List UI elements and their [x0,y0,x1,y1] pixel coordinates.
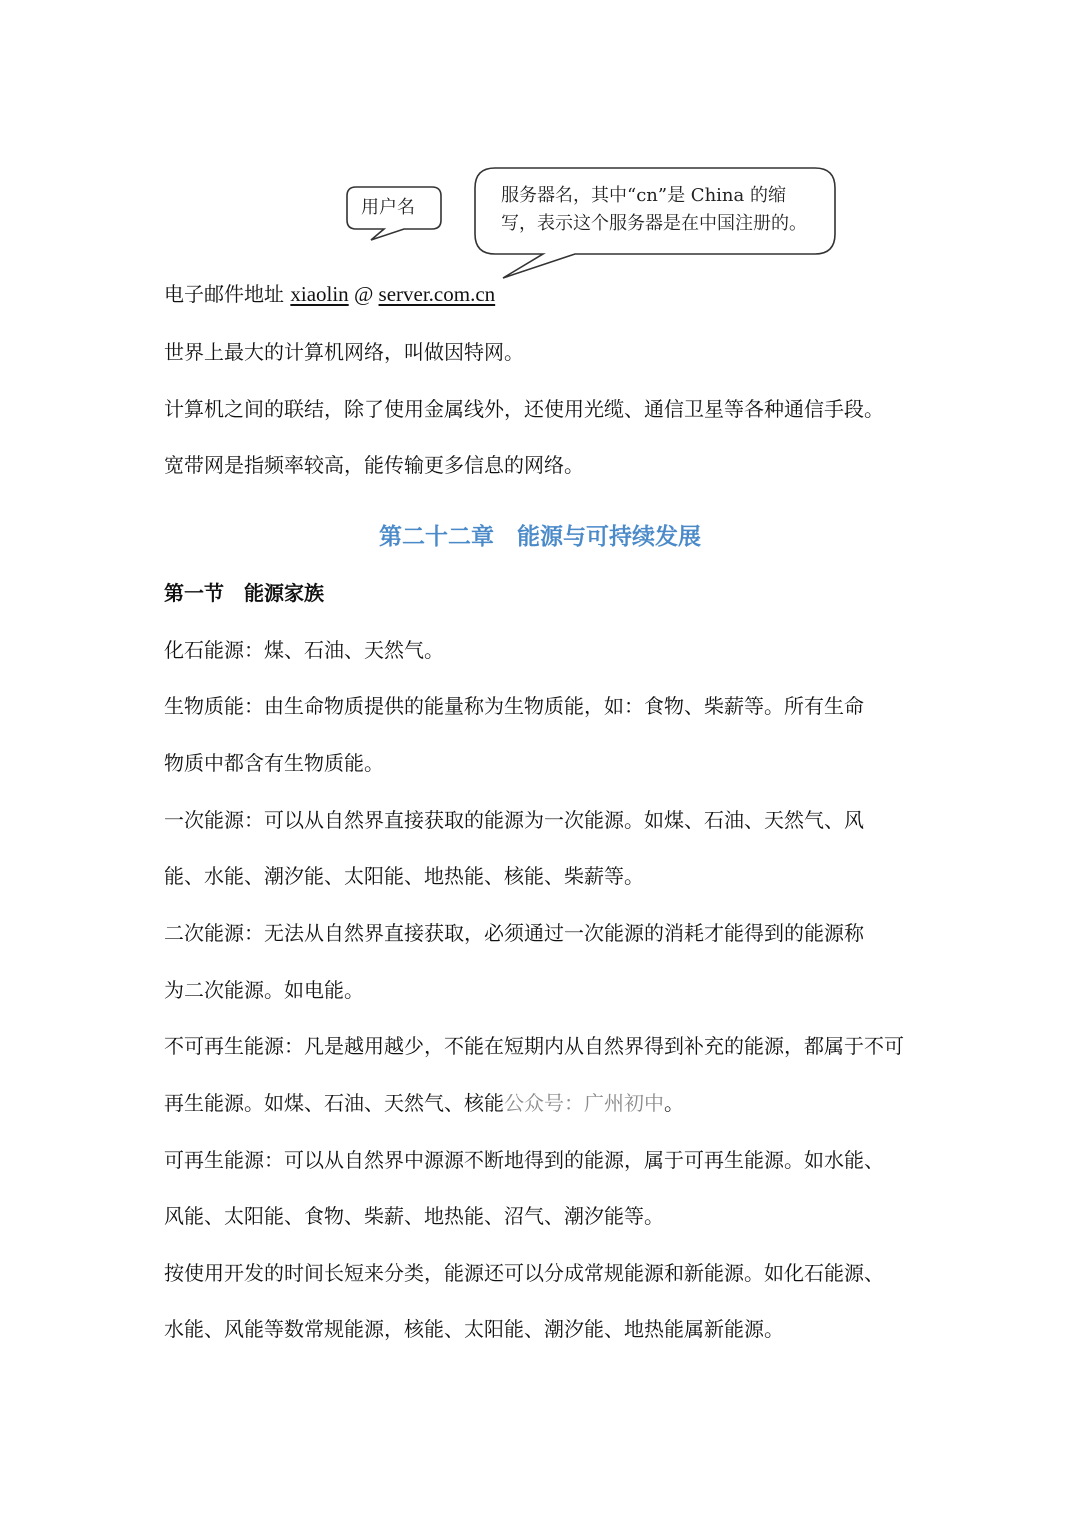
watermark-text: 公众号：广州初中 [504,1091,664,1115]
username-callout-label: 用户名 [361,197,415,218]
fossil-energy-paragraph: 化石能源：煤、石油、天然气。 [164,638,444,662]
classification-line-2: 水能、风能等数常规能源，核能、太阳能、潮汐能、地热能属新能源。 [164,1317,784,1341]
callout-graphics [0,0,1080,320]
internet-sentence: 世界上最大的计算机网络，叫做因特网。 [164,340,524,364]
biomass-paragraph-line-1: 生物质能：由生命物质提供的能量称为生物质能，如：食物、柴薪等。所有生命 [164,694,864,718]
email-server-name: server.com.cn [378,282,496,306]
primary-energy-line-2: 能、水能、潮汐能、太阳能、地热能、核能、柴薪等。 [164,864,644,888]
email-address-line [164,280,495,308]
renewable-energy-line-2: 风能、太阳能、食物、柴薪、地热能、沼气、潮汐能等。 [164,1204,664,1228]
chapter-title: 第二十二章 能源与可持续发展 [379,524,701,550]
nonrenewable-energy-line-2 [164,1089,684,1117]
nonrenewable-energy-end: 。 [664,1091,684,1115]
broadband-sentence: 宽带网是指频率较高，能传输更多信息的网络。 [164,453,584,477]
email-address-label: 电子邮件地址 [164,282,291,306]
email-at-sign: @ [348,282,379,306]
renewable-energy-line-1: 可再生能源：可以从自然界中源源不断地得到的能源，属于可再生能源。如水能、 [164,1148,884,1172]
secondary-energy-line-2: 为二次能源。如电能。 [164,978,364,1002]
server-callout-line-2: 写，表示这个服务器是在中国注册的。 [501,213,807,234]
biomass-paragraph-line-2: 物质中都含有生物质能。 [164,751,384,775]
email-username: xiaolin [290,282,349,306]
connection-sentence: 计算机之间的联结，除了使用金属线外，还使用光缆、通信卫星等各种通信手段。 [164,397,884,421]
nonrenewable-energy-line-1: 不可再生能源：凡是越用越少，不能在短期内从自然界得到补充的能源，都属于不可 [164,1034,904,1058]
classification-line-1: 按使用开发的时间长短来分类，能源还可以分成常规能源和新能源。如化石能源、 [164,1261,884,1285]
primary-energy-line-1: 一次能源：可以从自然界直接获取的能源为一次能源。如煤、石油、天然气、风 [164,808,864,832]
section-title: 第一节 能源家族 [164,581,324,605]
secondary-energy-line-1: 二次能源：无法从自然界直接获取，必须通过一次能源的消耗才能得到的能源称 [164,921,864,945]
server-callout-line-1: 服务器名，其中“cn”是 China 的缩 [501,185,786,206]
nonrenewable-energy-text: 再生能源。如煤、石油、天然气、核能 [164,1091,504,1115]
